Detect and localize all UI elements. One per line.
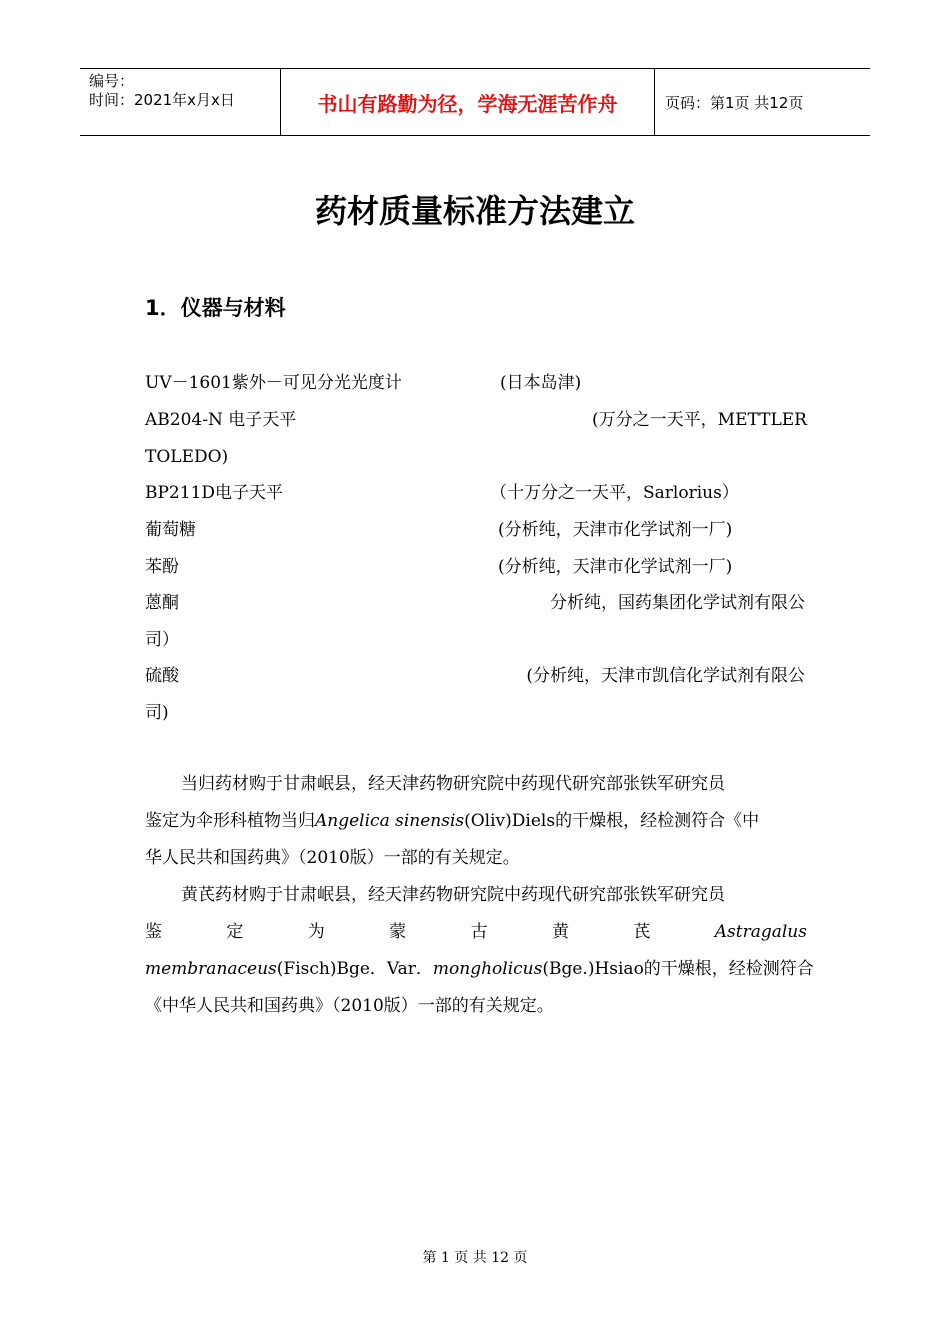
equipment-spec: (分析纯，天津市凯信化学试剂有限公	[526, 666, 805, 686]
paragraph-line: 当归药材购于甘肃岷县，经天津药物研究院中药现代研究部张铁军研究员	[181, 774, 725, 794]
equipment-name: 司）	[145, 630, 179, 650]
paragraph-line-justified	[145, 914, 807, 951]
document-title: 药材质量标准方法建立	[314, 192, 635, 230]
text-span: (Bge.)Hsiao的干燥根，经检测符合	[542, 959, 814, 979]
page-info: 页码：第1页 共12页	[665, 93, 804, 112]
word: 鉴	[145, 922, 162, 942]
number-label: 编号：	[89, 72, 135, 90]
equipment-name: TOLEDO)	[145, 447, 229, 467]
equipment-name: 蒽酮	[145, 593, 179, 613]
equipment-spec: （十万分之一天平，Sarlorius）	[490, 483, 739, 503]
equipment-name: UV－1601紫外－可见分光光度计	[145, 373, 402, 393]
equipment-name: AB204-N 电子天平	[145, 410, 297, 430]
equipment-spec: (分析纯，天津市化学试剂一厂)	[498, 557, 733, 577]
equipment-name: 葡萄糖	[145, 520, 196, 540]
text-span: (Oliv)Diels的干燥根，经检测符合《中	[464, 811, 760, 831]
equipment-name: BP211D电子天平	[145, 483, 284, 503]
equipment-name: 硫酸	[145, 666, 179, 686]
header-left-cell	[80, 69, 281, 135]
time-label: 时间：2021年x月x日	[89, 91, 235, 109]
latin-name: Astragalus	[714, 922, 807, 942]
motto-text: 书山有路勤为径，学海无涯苦作舟	[317, 91, 618, 116]
paragraph-line: 《中华人民共和国药典》（2010版）一部的有关规定。	[145, 996, 554, 1016]
paragraph-angelica	[145, 766, 807, 877]
paragraph-astragalus	[145, 877, 814, 1025]
header-table	[80, 68, 870, 136]
header-page-cell	[655, 69, 870, 135]
text-span: 鉴定为伞形科植物当归	[145, 811, 315, 831]
equipment-spec: (分析纯，天津市化学试剂一厂)	[498, 520, 733, 540]
section-heading: 1．仪器与材料	[145, 296, 286, 320]
paragraph-line	[145, 803, 807, 840]
word: 为	[307, 922, 325, 942]
word: 定	[226, 922, 244, 942]
paragraph-line: 华人民共和国药典》（2010版）一部的有关规定。	[145, 848, 520, 868]
page-footer: 第 1 页 共 12 页	[422, 1250, 528, 1266]
equipment-spec: (日本岛津)	[500, 373, 582, 393]
latin-name: membranaceus	[145, 959, 277, 979]
word: 芪	[633, 922, 651, 942]
equipment-name: 苯酚	[145, 557, 179, 577]
word: 古	[470, 922, 488, 942]
header-motto-cell	[281, 69, 655, 135]
paragraph-line: 黄芪药材购于甘肃岷县，经天津药物研究院中药现代研究部张铁军研究员	[181, 885, 725, 905]
latin-name: Angelica sinensis	[315, 811, 465, 831]
equipment-name: 司)	[145, 703, 169, 723]
equipment-spec: (万分之一天平，METTLER	[592, 410, 807, 430]
word: 蒙	[389, 922, 407, 942]
text-span: (Fisch)Bge．Var．	[276, 959, 433, 979]
latin-name: mongholicus	[432, 959, 543, 979]
word: 黄	[551, 922, 569, 942]
equipment-spec: 分析纯，国药集团化学试剂有限公	[550, 593, 805, 613]
paragraph-line	[145, 951, 814, 988]
